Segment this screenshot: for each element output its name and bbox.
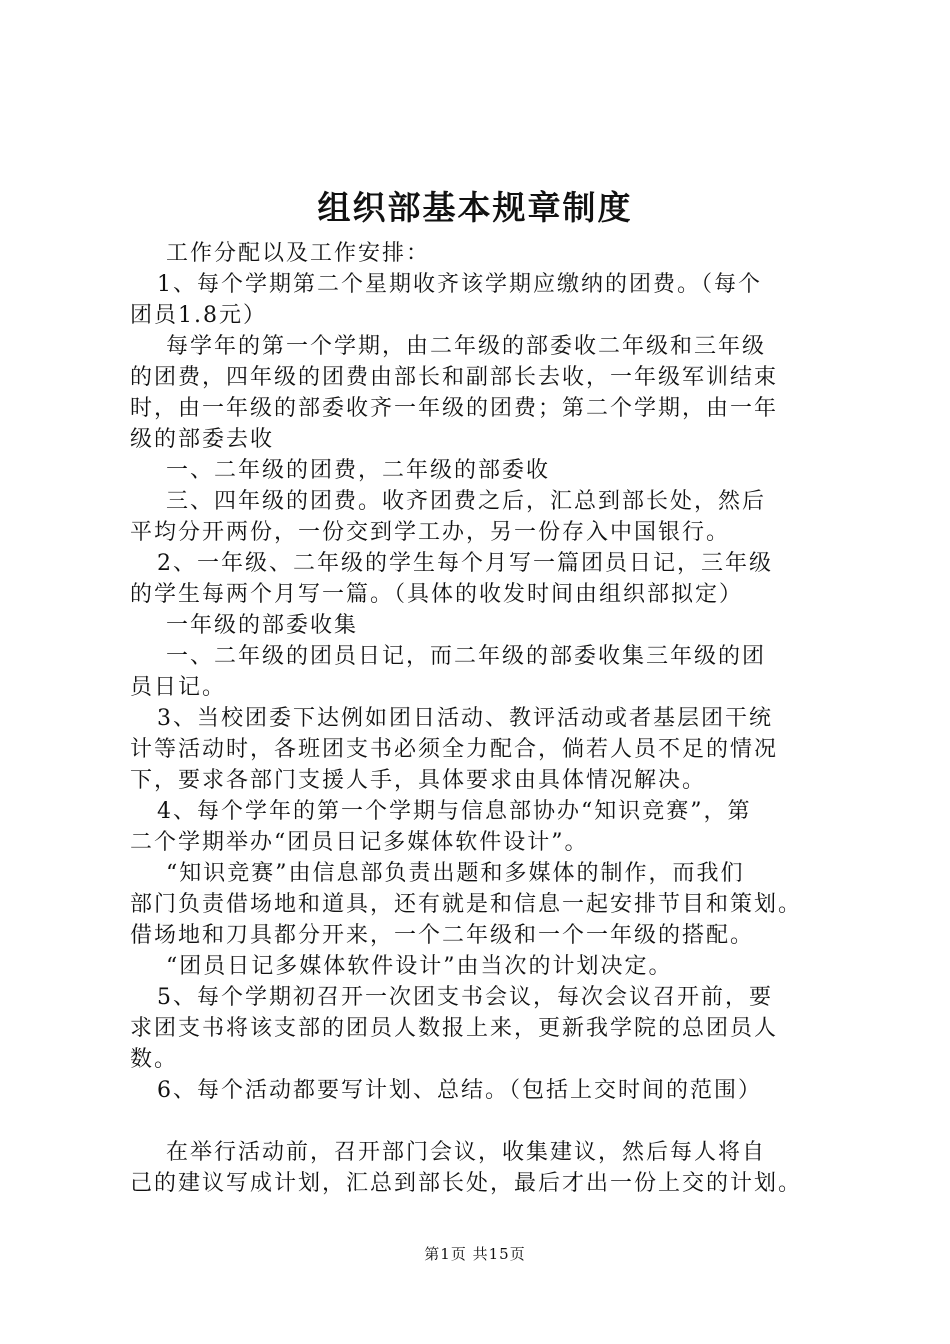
body-line: 平均分开两份，一份交到学工办，另一份存入中国银行。 <box>130 520 731 545</box>
body-line: 时，由一年级的部委收齐一年级的团费；第二个学期，由一年 <box>130 396 779 421</box>
body-line: 求团支书将该支部的团员人数报上来，更新我学院的总团员人 <box>130 1016 779 1041</box>
body-line: 一、二年级的团费，二年级的部委收 <box>130 458 550 483</box>
body-line: “团员日记多媒体软件设计”由当次的计划决定。 <box>130 954 673 979</box>
body-line: 二个学期举办“团员日记多媒体软件设计”。 <box>130 830 589 855</box>
body-line: 1、每个学期第二个星期收齐该学期应缴纳的团费。（每个 <box>130 272 762 297</box>
body-line: 下，要求各部门支援人手，具体要求由具体情况解决。 <box>130 768 707 793</box>
body-line: 4、每个学年的第一个学期与信息部协办“知识竞赛”，第 <box>130 799 752 824</box>
body-line: 3、当校团委下达例如团日活动、教评活动或者基层团干统 <box>130 706 773 731</box>
body-line: 三、四年级的团费。收齐团费之后，汇总到部长处，然后 <box>130 489 766 514</box>
body-line: 2、一年级、二年级的学生每个月写一篇团员日记，三年级 <box>130 551 773 576</box>
body-line: 一年级的部委收集 <box>130 613 358 638</box>
body-line: 工作分配以及工作安排： <box>130 241 430 266</box>
page-footer: 第1页 共15页 <box>424 1245 526 1263</box>
body-line: 己的建议写成计划，汇总到部长处，最后才出一份上交的计划。 <box>130 1171 803 1196</box>
body-line: 的学生每两个月写一篇。（具体的收发时间由组织部拟定） <box>130 582 744 607</box>
body-line: 部门负责借场地和道具，还有就是和信息一起安排节目和策划。 <box>130 892 803 917</box>
body-line: 员日记。 <box>130 675 227 700</box>
body-line: 5、每个学期初召开一次团支书会议，每次会议召开前，要 <box>130 985 773 1010</box>
body-line: 一、二年级的团员日记，而二年级的部委收集三年级的团 <box>130 644 766 669</box>
body-line: 6、每个活动都要写计划、总结。（包括上交时间的范围） <box>130 1078 762 1103</box>
body-line: 借场地和刀具都分开来，一个二年级和一个一年级的搭配。 <box>130 923 755 948</box>
body-line: 数。 <box>130 1047 179 1072</box>
body-line: “知识竞赛”由信息部负责出题和多媒体的制作，而我们 <box>130 861 745 886</box>
body-line: 团员1.8元） <box>130 303 267 328</box>
document-body <box>130 238 832 1199</box>
body-line: 的团费，四年级的团费由部长和副部长去收，一年级军训结束 <box>130 365 779 390</box>
page-title: 组织部基本规章制度 <box>317 188 633 227</box>
body-line: 每学年的第一个学期，由二年级的部委收二年级和三年级 <box>130 334 766 359</box>
body-line: 级的部委去收 <box>130 427 275 452</box>
body-line: 计等活动时，各班团支书必须全力配合，倘若人员不足的情况 <box>130 737 779 762</box>
body-line: 在举行活动前，召开部门会议，收集建议，然后每人将自 <box>130 1140 766 1165</box>
